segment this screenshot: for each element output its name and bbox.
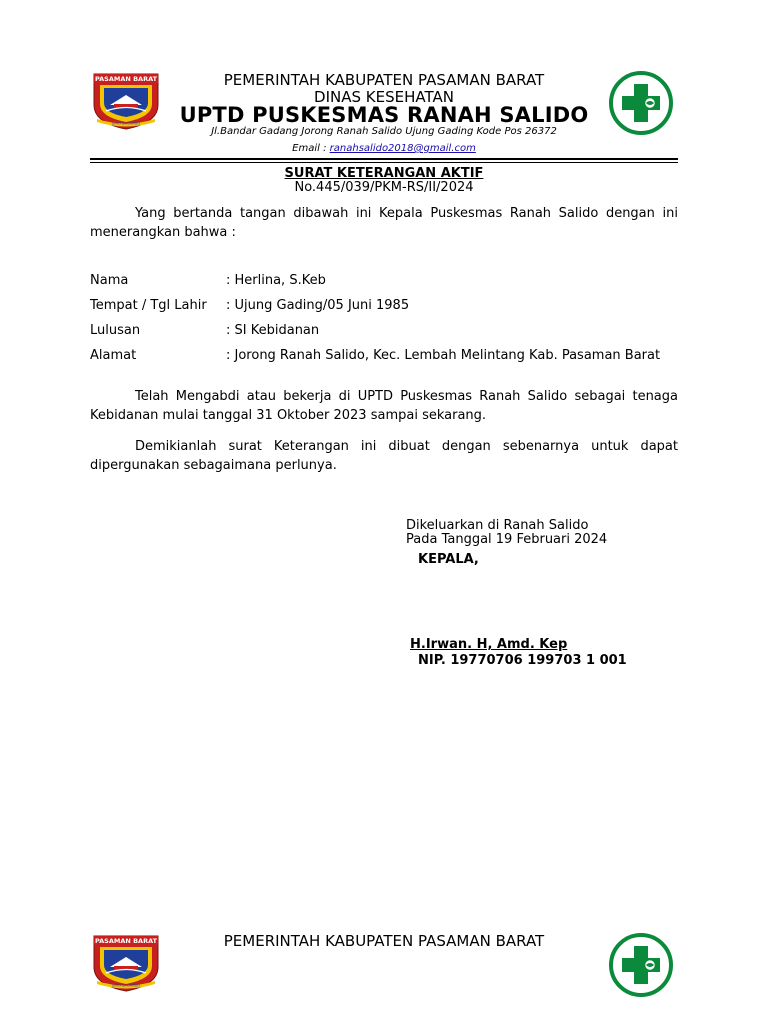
- statement-paragraph: Telah Mengabdi atau bekerja di UPTD Puskesmas Ranah Salido sebagai tenaga Kebidanan mulai tanggal 31 Oktober 2023 sampai sekarang.: [90, 389, 678, 423]
- issued-place: Dikeluarkan di Ranah Salido: [406, 518, 589, 533]
- puskesmas-cross-logo-bottom: [608, 932, 674, 998]
- emblem-banner-text-bottom: PASAMAN BARAT: [94, 937, 158, 945]
- emblem-ribbon-text-bottom: SAYO BAGANDO: [111, 983, 141, 988]
- institution-name: UPTD PUSKESMAS RANAH SALIDO: [179, 103, 589, 127]
- field-value-lulusan: : SI Kebidanan: [226, 323, 320, 338]
- opening-paragraph: Yang bertanda tangan dibawah ini Kepala Puskesmas Ranah Salido dengan ini menerangkan bahwa :: [90, 206, 678, 240]
- puskesmas-cross-logo: [608, 70, 674, 136]
- emblem-banner-text: PASAMAN BARAT: [94, 75, 158, 83]
- field-label-lulusan: Lulusan: [90, 323, 141, 338]
- field-value-nama: : Herlina, S.Keb: [226, 273, 326, 288]
- institution-address: Jl.Bandar Gadang Jorong Ranah Salido Ujung Gading Kode Pos 26372: [211, 126, 557, 137]
- letterhead-rule-thin: [90, 162, 678, 163]
- emblem-ribbon-text: SAYO BAGANDO: [111, 121, 141, 126]
- government-name-bottom: PEMERINTAH KABUPATEN PASAMAN BARAT: [223, 932, 545, 950]
- field-label-alamat: Alamat: [90, 348, 137, 363]
- email-label: Email :: [292, 143, 330, 154]
- field-value-tempat-tgl-lahir: : Ujung Gading/05 Juni 1985: [226, 298, 410, 313]
- signatory-position: KEPALA,: [418, 552, 479, 567]
- pasaman-barat-emblem-bottom: [90, 933, 162, 993]
- signatory-nip: NIP. 19770706 199703 1 001: [418, 653, 627, 668]
- email-line: [160, 143, 608, 154]
- letter-title: SURAT KETERANGAN AKTIF: [284, 166, 484, 181]
- department-name: DINAS KESEHATAN: [314, 88, 454, 106]
- government-name: PEMERINTAH KABUPATEN PASAMAN BARAT: [223, 71, 545, 89]
- field-label-nama: Nama: [90, 273, 129, 288]
- issued-date: Pada Tanggal 19 Februari 2024: [406, 532, 608, 547]
- email-link[interactable]: ranahsalido2018@gmail.com: [329, 143, 476, 154]
- letter-number: No.445/039/PKM-RS/II/2024: [294, 180, 474, 195]
- field-label-tempat-tgl-lahir: Tempat / Tgl Lahir: [90, 298, 207, 313]
- signatory-name: H.Irwan. H, Amd. Kep: [410, 637, 568, 652]
- letterhead-rule-thick: [90, 158, 678, 160]
- pasaman-barat-emblem: [90, 71, 162, 131]
- closing-paragraph: Demikianlah surat Keterangan ini dibuat dengan sebenarnya untuk dapat dipergunakan sebagaimana perlunya.: [90, 439, 678, 473]
- field-value-alamat: : Jorong Ranah Salido, Kec. Lembah Melintang Kab. Pasaman Barat: [226, 348, 661, 363]
